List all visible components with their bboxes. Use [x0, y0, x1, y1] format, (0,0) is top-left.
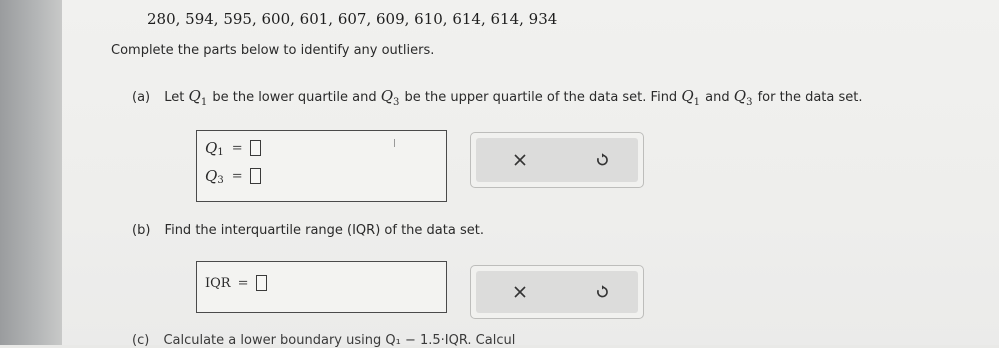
part-a-answer-box	[196, 130, 447, 202]
part-b-answer-box	[196, 261, 447, 313]
part-b-text: Find the interquartile range (IQR) of the data set.	[164, 223, 484, 238]
q3-input[interactable]	[250, 168, 261, 184]
part-b-action-panel	[470, 265, 644, 319]
q1-symbol: Q	[188, 87, 201, 105]
part-a-text-4: and	[705, 90, 730, 105]
close-icon	[513, 153, 527, 167]
part-b-label: (b)	[132, 223, 151, 238]
undo-icon	[595, 153, 609, 167]
part-a-clear-button[interactable]	[500, 138, 540, 182]
part-b-clear-button[interactable]	[500, 271, 540, 313]
left-background-strip	[0, 0, 62, 345]
q3-symbol-2: Q	[733, 87, 747, 105]
iqr-input[interactable]	[256, 275, 267, 291]
undo-icon	[595, 285, 609, 299]
q3-answer-row: Q 3 =	[205, 167, 261, 185]
iqr-answer-row: IQR =	[205, 275, 267, 291]
part-b-prompt	[132, 223, 484, 238]
dataset-values: 280, 594, 595, 600, 601, 607, 609, 610, 614, 614, 934	[147, 10, 558, 28]
q1-answer-row: Q 1 =	[205, 139, 261, 157]
instruction-text: Complete the parts below to identify any outliers.	[111, 43, 435, 58]
q3-symbol: Q	[380, 87, 394, 105]
part-a-prompt: (a) Let $Q_1$ be the lower quartile and $Q_3$ be the upper quartile of the data set. Find $Q_1$ and $Q_3$ for the data set.	[132, 87, 863, 108]
q1-input[interactable]	[250, 140, 261, 156]
part-a-action-panel	[470, 132, 644, 188]
q1-symbol-2: Q	[681, 87, 694, 105]
part-b-undo-button[interactable]	[582, 271, 622, 313]
q3-answer-symbol: Q	[205, 167, 218, 185]
part-a-text-3: be the upper quartile of the data set. Find	[404, 90, 678, 105]
q1-answer-symbol: Q	[205, 139, 218, 157]
part-c-label: (c)	[132, 333, 150, 348]
part-c-prompt	[132, 333, 515, 348]
part-a-text-1: Let	[164, 90, 185, 105]
text-cursor	[394, 139, 395, 147]
part-a-text-5: for the data set.	[757, 90, 863, 105]
close-icon	[513, 285, 527, 299]
part-a-text-2: be the lower quartile and	[212, 90, 377, 105]
iqr-label: IQR	[205, 275, 231, 291]
part-c-text: Calculate a lower boundary using Q₁ − 1.5·IQR. Calcul	[163, 333, 516, 348]
part-a-label: (a)	[132, 90, 151, 105]
part-a-undo-button[interactable]	[582, 138, 622, 182]
